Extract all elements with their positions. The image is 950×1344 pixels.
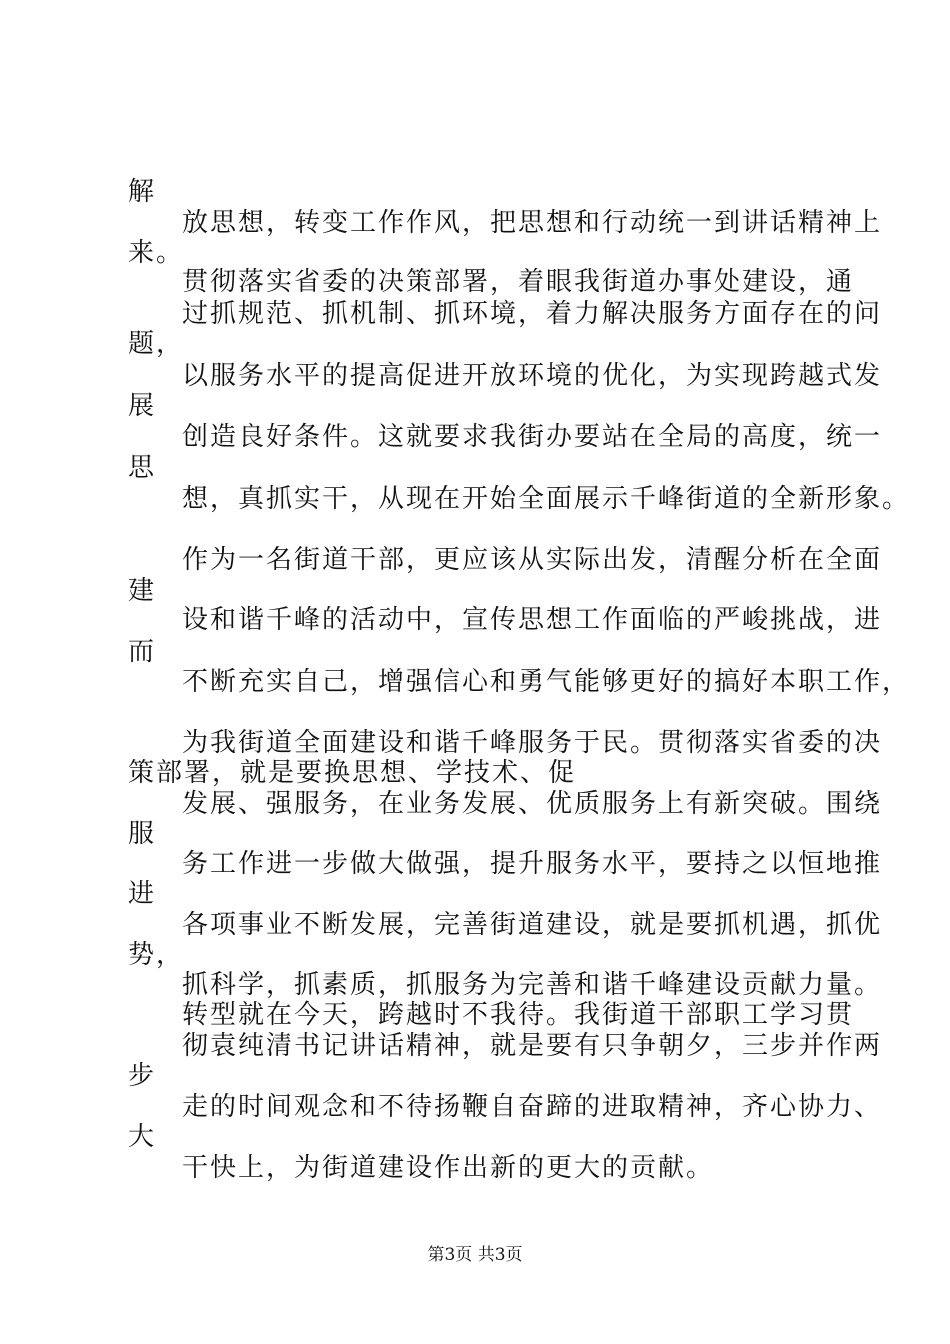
text-line: 走的时间观念和不待扬鞭自奋蹄的进取精神，齐心协力、 — [182, 1092, 883, 1122]
text-line: 创造良好条件。这就要求我街办要站在全局的高度，统一 — [182, 422, 883, 452]
text-line: 势， — [128, 940, 185, 970]
text-line: 想，真抓实干，从现在开始全面展示千峰街道的全新形象。 — [182, 484, 911, 514]
text-line: 转型就在今天，跨越时不我待。我街道干部职工学习贯 — [182, 1000, 855, 1030]
text-line: 服 — [128, 819, 157, 849]
text-line: 策部署，就是要换思想、学技术、促 — [128, 758, 577, 788]
page-number: 第3页 共3页 — [427, 1245, 523, 1265]
text-line: 为我街道全面建设和谐千峰服务于民。贯彻落实省委的决 — [182, 728, 883, 758]
text-line: 来。 — [128, 238, 185, 268]
text-line: 设和谐千峰的活动中，宣传思想工作面临的严峻挑战，进 — [182, 605, 883, 635]
text-line: 大 — [128, 1122, 157, 1152]
text-line: 放思想，转变工作作风，把思想和行动统一到讲话精神上 — [182, 208, 883, 238]
text-line: 不断充实自己，增强信心和勇气能够更好的搞好本职工作， — [182, 667, 911, 697]
text-line: 进 — [128, 879, 157, 909]
text-line: 贯彻落实省委的决策部署，着眼我街道办事处建设，通 — [182, 267, 855, 297]
text-line: 作为一名街道干部，更应该从实际出发，清醒分析在全面 — [182, 545, 883, 575]
text-line: 展 — [128, 391, 157, 421]
text-line: 建 — [128, 576, 157, 606]
text-line: 解 — [128, 177, 157, 207]
text-line: 干快上，为街道建设作出新的更大的贡献。 — [182, 1153, 715, 1183]
text-line: 各项事业不断发展，完善街道建设，就是要抓机遇，抓优 — [182, 910, 883, 940]
text-line: 步 — [128, 1061, 157, 1091]
text-line: 过抓规范、抓机制、抓环境，着力解决服务方面存在的问 — [182, 299, 883, 329]
text-line: 以服务水平的提高促进开放环境的优化，为实现跨越式发 — [182, 361, 883, 391]
text-line: 思 — [128, 453, 157, 483]
text-line: 发展、强服务，在业务发展、优质服务上有新突破。围绕 — [182, 789, 883, 819]
text-line: 而 — [128, 637, 157, 667]
text-line: 彻袁纯清书记讲话精神，就是要有只争朝夕，三步并作两 — [182, 1031, 883, 1061]
text-line: 抓科学，抓素质，抓服务为完善和谐千峰建设贡献力量。 — [182, 970, 883, 1000]
text-line: 务工作进一步做大做强，提升服务水平，要持之以恒地推 — [182, 849, 883, 879]
text-line: 题， — [128, 329, 185, 359]
